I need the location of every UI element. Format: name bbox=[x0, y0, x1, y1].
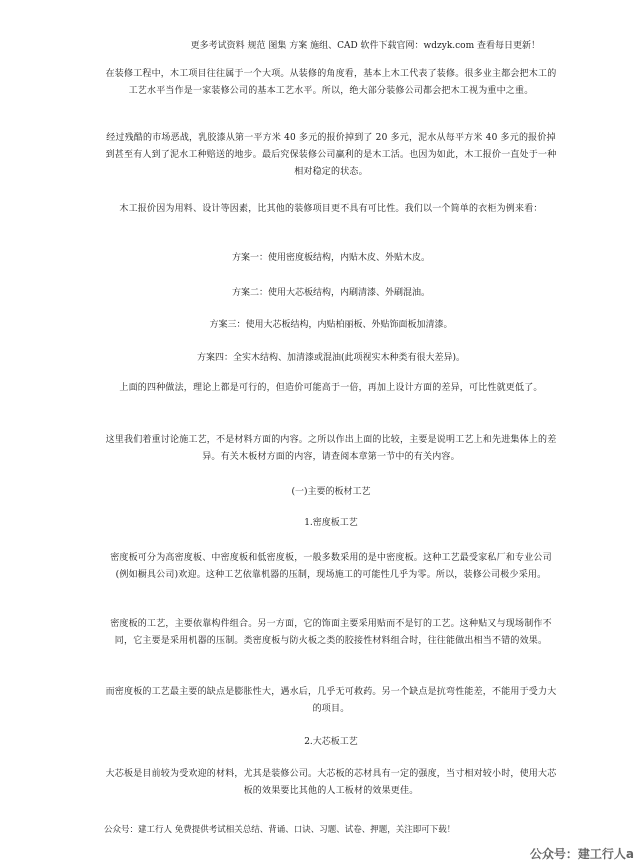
paragraph-density-board-assembly: 密度板的工艺，主要依靠构件组合。另一方面，它的饰面主要采用贴而不是钉的工艺。这种贴又与现场制作不同，它主要是采用机器的压制。类密度板与防火板之类的胶接性材料组合时，往往能做出相当不错的效果。 bbox=[110, 619, 552, 646]
paragraph-feasibility: 上面的四种做法，理论上都是可行的，但造价可能高于一倍，再加上设计方面的差异，可比性就更低了。 bbox=[119, 383, 543, 393]
subheading-density-board: 1.密度板工艺 bbox=[304, 518, 358, 528]
section-heading-board-craft: (一)主要的板材工艺 bbox=[291, 487, 371, 497]
paragraph-market: 经过残酷的市场恶战，乳胶漆从第一平方米 40 多元的报价掉到了 20 多元，泥水从每平方米 40 多元的报价掉到甚至有人到了泥水工种赔送的地步。最后究保装修公司赢利的是木工活。也因为如此，木工报价一直处于一种相对稳定的状态。 bbox=[105, 133, 557, 177]
page-header-notice: 更多考试资料 规范 图集 方案 施组、CAD 软件下载官网：wdzyk.com 查看每日更新！ bbox=[190, 41, 540, 51]
paragraph-intro: 在装修工程中，木工项目往往属于一个大项。从装修的角度看，基本上木工代表了装修。很多业主都会把木工的工艺水平当作是一家装修公司的基本工艺水平。所以，绝大部分装修公司都会把木工视为重中之重。 bbox=[105, 69, 557, 96]
option-four: 方案四：全实木结构、加清漆或混油(此项视实木种类有很大差异)。 bbox=[196, 353, 466, 363]
paragraph-density-board-drawbacks: 而密度板的工艺最主要的缺点是膨胀性大，遇水后，几乎无可救药。另一个缺点是抗弯性能差，不能用于受力大的项目。 bbox=[105, 687, 557, 714]
paragraph-density-board-types: 密度板可分为高密度板、中密度板和低密度板，一般多数采用的是中密度板。这种工艺最受家私厂和专业公司(例如橱具公司)欢迎。这种工艺依靠机器的压制，现场施工的可能性几乎为零。所以，装修公司极少采用。 bbox=[110, 553, 552, 580]
paragraph-focus: 这里我们着重讨论施工艺，不是材料方面的内容。之所以作出上面的比较，主要是说明工艺上和先进集体上的差异。有关木板材方面的内容，请查阅本章第一节中的有关内容。 bbox=[105, 435, 557, 462]
wechat-watermark: 公众号：建工行人a bbox=[529, 847, 634, 861]
option-one: 方案一：使用密度板结构，内贴木皮、外贴木皮。 bbox=[231, 253, 430, 263]
paragraph-blockboard: 大芯板是目前较为受欢迎的材料，尤其是装修公司。大芯板的芯材具有一定的强度，当寸相对较小时，使用大芯板的效果要比其他的人工板材的效果更佳。 bbox=[105, 769, 557, 796]
option-two: 方案二：使用大芯板结构，内刷清漆、外刷混油。 bbox=[231, 288, 430, 298]
page-footer-notice: 公众号：建工行人 免费提供考试相关总结、背诵、口诀、习题、试卷、押题，关注即可下载！ bbox=[104, 825, 456, 835]
subheading-blockboard: 2.大芯板工艺 bbox=[304, 737, 358, 747]
paragraph-comparison: 木工报价因为用料、设计等因素，比其他的装修项目更不具有可比性。我们以一个简单的衣柜为例来看： bbox=[119, 204, 543, 214]
option-three: 方案三：使用大芯板结构，内贴柏丽板、外贴饰面板加清漆。 bbox=[209, 320, 453, 330]
